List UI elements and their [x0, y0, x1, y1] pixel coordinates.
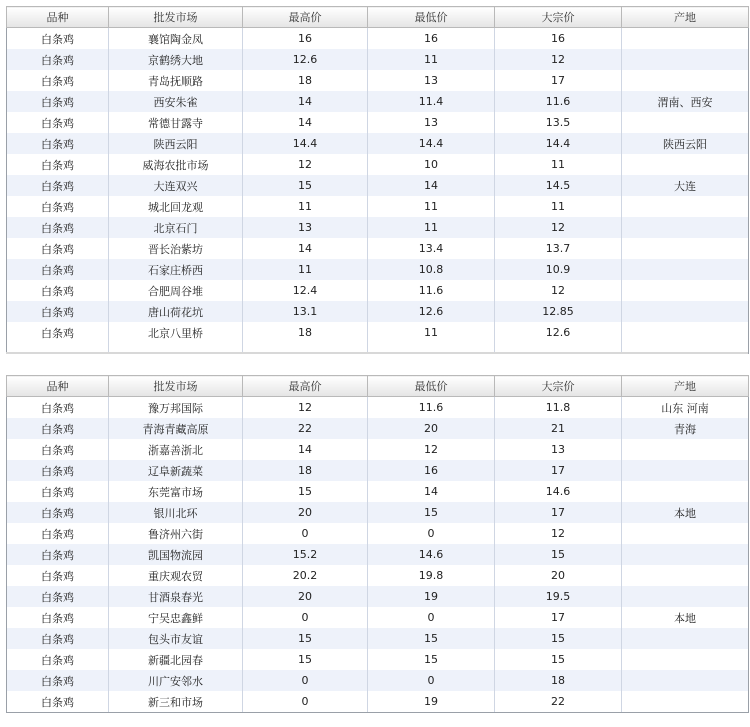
header-max-price: 最高价 [243, 7, 368, 28]
cell-bulk-price: 12 [495, 523, 622, 544]
cell-variety: 白条鸡 [7, 196, 109, 217]
cell-max-price: 15.2 [243, 544, 368, 565]
cell-min-price: 0 [368, 670, 495, 691]
table-row [7, 544, 749, 565]
cell-bulk-price: 14.5 [495, 175, 622, 196]
cell-origin: 陕西云阳 [622, 133, 749, 154]
cell-bulk-price: 11 [495, 154, 622, 175]
cell-market: 常德甘露寺 [109, 112, 243, 133]
cell-variety: 白条鸡 [7, 628, 109, 649]
cell-origin: 大连 [622, 175, 749, 196]
cell-bulk-price: 12.85 [495, 301, 622, 322]
cell-market: 唐山荷花坑 [109, 301, 243, 322]
cell-market: 鲁济州六街 [109, 523, 243, 544]
cell-max-price: 14.4 [243, 133, 368, 154]
cell-max-price: 15 [243, 175, 368, 196]
cell-bulk-price: 12 [495, 49, 622, 70]
cell-max-price: 20 [243, 586, 368, 607]
cell-min-price: 14.6 [368, 544, 495, 565]
cell-bulk-price: 20 [495, 565, 622, 586]
cell-origin [622, 49, 749, 70]
cell-bulk-price: 12 [495, 217, 622, 238]
cell-market: 包头市友谊 [109, 628, 243, 649]
cell-origin [622, 481, 749, 502]
cell-min-price: 15 [368, 649, 495, 670]
cell-min-price: 19.8 [368, 565, 495, 586]
cell-origin: 青海 [622, 418, 749, 439]
cell-variety: 白条鸡 [7, 217, 109, 238]
cell-variety: 白条鸡 [7, 481, 109, 502]
cell-variety: 白条鸡 [7, 670, 109, 691]
cell-variety: 白条鸡 [7, 439, 109, 460]
cell-bulk-price: 14.4 [495, 133, 622, 154]
cell-min-price: 11.4 [368, 91, 495, 112]
price-table-1 [6, 6, 749, 354]
cell-bulk-price: 14.6 [495, 481, 622, 502]
cell-variety: 白条鸡 [7, 460, 109, 481]
cell-bulk-price: 13.7 [495, 238, 622, 259]
cell-max-price: 15 [243, 481, 368, 502]
cell-bulk-price: 11.6 [495, 91, 622, 112]
cell-market: 青海青藏高原 [109, 418, 243, 439]
header-variety: 品种 [7, 376, 109, 397]
cell-origin: 本地 [622, 502, 749, 523]
cell-bulk-price: 15 [495, 649, 622, 670]
cell-bulk-price: 16 [495, 28, 622, 50]
cell-market: 石家庄桥西 [109, 259, 243, 280]
cell-market: 新疆北园春 [109, 649, 243, 670]
cell-origin [622, 28, 749, 50]
cell-max-price: 11 [243, 259, 368, 280]
cell-min-price: 12.6 [368, 301, 495, 322]
cell-origin [622, 649, 749, 670]
table-row [7, 523, 749, 544]
cell-market: 襄馆陶金凤 [109, 28, 243, 50]
table-row [7, 154, 749, 175]
cell-origin [622, 439, 749, 460]
cell-origin [622, 280, 749, 301]
cell-max-price: 15 [243, 649, 368, 670]
header-origin: 产地 [622, 376, 749, 397]
cell-origin: 本地 [622, 607, 749, 628]
cell-min-price: 10 [368, 154, 495, 175]
cell-bulk-price: 18 [495, 670, 622, 691]
table-row [7, 460, 749, 481]
table-row [7, 502, 749, 523]
cell-min-price: 10.8 [368, 259, 495, 280]
table-row [7, 586, 749, 607]
cell-bulk-price: 12 [495, 280, 622, 301]
cell-market: 晋长治紫坊 [109, 238, 243, 259]
cell-bulk-price: 15 [495, 628, 622, 649]
cell-min-price: 16 [368, 460, 495, 481]
cell-max-price: 0 [243, 523, 368, 544]
cell-min-price: 16 [368, 28, 495, 50]
cell-origin [622, 238, 749, 259]
cell-max-price: 20 [243, 502, 368, 523]
header-market: 批发市场 [109, 376, 243, 397]
table-row [7, 28, 749, 50]
cell-min-price: 13 [368, 112, 495, 133]
cell-min-price: 11 [368, 322, 495, 343]
table-row [7, 238, 749, 259]
cell-market: 陕西云阳 [109, 133, 243, 154]
cell-max-price: 12 [243, 397, 368, 419]
cell-variety: 白条鸡 [7, 91, 109, 112]
cell-min-price: 19 [368, 586, 495, 607]
cell-min-price: 11 [368, 196, 495, 217]
cell-bulk-price: 17 [495, 502, 622, 523]
cell-origin: 山东 河南 [622, 397, 749, 419]
table-row [7, 280, 749, 301]
table-row [7, 70, 749, 91]
cell-market: 北京八里桥 [109, 322, 243, 343]
table-header-row [7, 376, 749, 397]
cell-origin [622, 322, 749, 343]
cell-max-price: 14 [243, 91, 368, 112]
cell-max-price: 12 [243, 154, 368, 175]
cell-origin [622, 523, 749, 544]
cell-bulk-price: 17 [495, 70, 622, 91]
cell-market: 东莞富市场 [109, 481, 243, 502]
cell-origin [622, 670, 749, 691]
cell-market: 川广安邻水 [109, 670, 243, 691]
cell-min-price: 15 [368, 628, 495, 649]
cell-variety: 白条鸡 [7, 280, 109, 301]
cell-variety: 白条鸡 [7, 586, 109, 607]
cell-market: 青岛抚顺路 [109, 70, 243, 91]
cell-origin [622, 196, 749, 217]
cell-min-price: 15 [368, 502, 495, 523]
table-header-row [7, 7, 749, 28]
cell-max-price: 0 [243, 691, 368, 713]
cell-bulk-price: 21 [495, 418, 622, 439]
cell-bulk-price: 10.9 [495, 259, 622, 280]
header-max-price: 最高价 [243, 376, 368, 397]
cell-max-price: 18 [243, 70, 368, 91]
header-bulk-price: 大宗价 [495, 7, 622, 28]
cell-min-price: 0 [368, 607, 495, 628]
cell-bulk-price: 19.5 [495, 586, 622, 607]
cell-variety: 白条鸡 [7, 238, 109, 259]
cell-min-price: 19 [368, 691, 495, 713]
cell-bulk-price: 17 [495, 460, 622, 481]
table-divider [6, 352, 748, 354]
cell-origin [622, 691, 749, 713]
cell-variety: 白条鸡 [7, 322, 109, 343]
cell-max-price: 12.6 [243, 49, 368, 70]
cell-max-price: 13.1 [243, 301, 368, 322]
table-row [7, 175, 749, 196]
cell-market: 新三和市场 [109, 691, 243, 713]
cell-origin [622, 460, 749, 481]
cell-max-price: 11 [243, 196, 368, 217]
table-row [7, 133, 749, 154]
table-row [7, 691, 749, 713]
cell-variety: 白条鸡 [7, 502, 109, 523]
cell-min-price: 14.4 [368, 133, 495, 154]
cell-min-price: 14 [368, 175, 495, 196]
cell-min-price: 0 [368, 523, 495, 544]
cell-origin [622, 259, 749, 280]
cell-origin [622, 217, 749, 238]
cell-market: 豫万邦国际 [109, 397, 243, 419]
cell-origin [622, 586, 749, 607]
cell-origin [622, 301, 749, 322]
cell-variety: 白条鸡 [7, 565, 109, 586]
cell-market: 北京石门 [109, 217, 243, 238]
cell-min-price: 11 [368, 217, 495, 238]
cell-origin [622, 70, 749, 91]
cell-max-price: 18 [243, 322, 368, 343]
cell-bulk-price: 13.5 [495, 112, 622, 133]
table-row [7, 259, 749, 280]
cell-variety: 白条鸡 [7, 607, 109, 628]
header-origin: 产地 [622, 7, 749, 28]
cell-variety: 白条鸡 [7, 49, 109, 70]
cell-bulk-price: 22 [495, 691, 622, 713]
cell-market: 大连双兴 [109, 175, 243, 196]
cell-max-price: 0 [243, 670, 368, 691]
cell-bulk-price: 11.8 [495, 397, 622, 419]
table-row [7, 481, 749, 502]
cell-variety: 白条鸡 [7, 523, 109, 544]
cell-min-price: 20 [368, 418, 495, 439]
cell-variety: 白条鸡 [7, 397, 109, 419]
header-variety: 品种 [7, 7, 109, 28]
table-row [7, 607, 749, 628]
cell-max-price: 0 [243, 607, 368, 628]
cell-origin [622, 154, 749, 175]
header-market: 批发市场 [109, 7, 243, 28]
table-row [7, 628, 749, 649]
cell-variety: 白条鸡 [7, 112, 109, 133]
cell-min-price: 11.6 [368, 397, 495, 419]
cell-market: 京鹤绣大地 [109, 49, 243, 70]
cell-variety: 白条鸡 [7, 154, 109, 175]
cell-origin [622, 628, 749, 649]
cell-market: 威海农批市场 [109, 154, 243, 175]
cell-market: 浙嘉善浙北 [109, 439, 243, 460]
cell-variety: 白条鸡 [7, 418, 109, 439]
cell-max-price: 18 [243, 460, 368, 481]
cell-variety: 白条鸡 [7, 259, 109, 280]
header-min-price: 最低价 [368, 376, 495, 397]
cell-min-price: 14 [368, 481, 495, 502]
cell-max-price: 14 [243, 112, 368, 133]
cell-market: 宁吴忠鑫鲜 [109, 607, 243, 628]
cell-market: 合肥周谷堆 [109, 280, 243, 301]
cell-max-price: 15 [243, 628, 368, 649]
cell-min-price: 12 [368, 439, 495, 460]
cell-max-price: 14 [243, 439, 368, 460]
header-bulk-price: 大宗价 [495, 376, 622, 397]
cell-variety: 白条鸡 [7, 175, 109, 196]
table-row [7, 301, 749, 322]
cell-max-price: 22 [243, 418, 368, 439]
cell-variety: 白条鸡 [7, 544, 109, 565]
cell-market: 银川北环 [109, 502, 243, 523]
cell-max-price: 12.4 [243, 280, 368, 301]
cell-market: 辽阜新蔬菜 [109, 460, 243, 481]
cell-origin: 渭南、西安 [622, 91, 749, 112]
cell-variety: 白条鸡 [7, 70, 109, 91]
cell-variety: 白条鸡 [7, 28, 109, 50]
cell-max-price: 16 [243, 28, 368, 50]
cell-bulk-price: 15 [495, 544, 622, 565]
table-row [7, 670, 749, 691]
cell-max-price: 13 [243, 217, 368, 238]
table-row [7, 397, 749, 419]
cell-market: 城北回龙观 [109, 196, 243, 217]
cell-min-price: 13.4 [368, 238, 495, 259]
header-min-price: 最低价 [368, 7, 495, 28]
table-row [7, 649, 749, 670]
cell-market: 西安朱雀 [109, 91, 243, 112]
cell-bulk-price: 17 [495, 607, 622, 628]
table-row [7, 112, 749, 133]
table-row [7, 439, 749, 460]
table-row [7, 91, 749, 112]
cell-variety: 白条鸡 [7, 649, 109, 670]
cell-market: 甘酒泉春光 [109, 586, 243, 607]
table-row [7, 196, 749, 217]
price-table-2 [6, 375, 749, 713]
cell-bulk-price: 13 [495, 439, 622, 460]
cell-market: 重庆观农贸 [109, 565, 243, 586]
cell-min-price: 11 [368, 49, 495, 70]
cell-market: 凯国物流园 [109, 544, 243, 565]
cell-max-price: 14 [243, 238, 368, 259]
cell-min-price: 13 [368, 70, 495, 91]
cell-max-price: 20.2 [243, 565, 368, 586]
cell-variety: 白条鸡 [7, 133, 109, 154]
cell-origin [622, 565, 749, 586]
table-row [7, 49, 749, 70]
cell-bulk-price: 12.6 [495, 322, 622, 343]
cell-variety: 白条鸡 [7, 301, 109, 322]
cell-origin [622, 544, 749, 565]
cell-min-price: 11.6 [368, 280, 495, 301]
table-row [7, 418, 749, 439]
table-row [7, 217, 749, 238]
cell-variety: 白条鸡 [7, 691, 109, 713]
table-row [7, 565, 749, 586]
cell-origin [622, 112, 749, 133]
table-row [7, 322, 749, 343]
cell-bulk-price: 11 [495, 196, 622, 217]
